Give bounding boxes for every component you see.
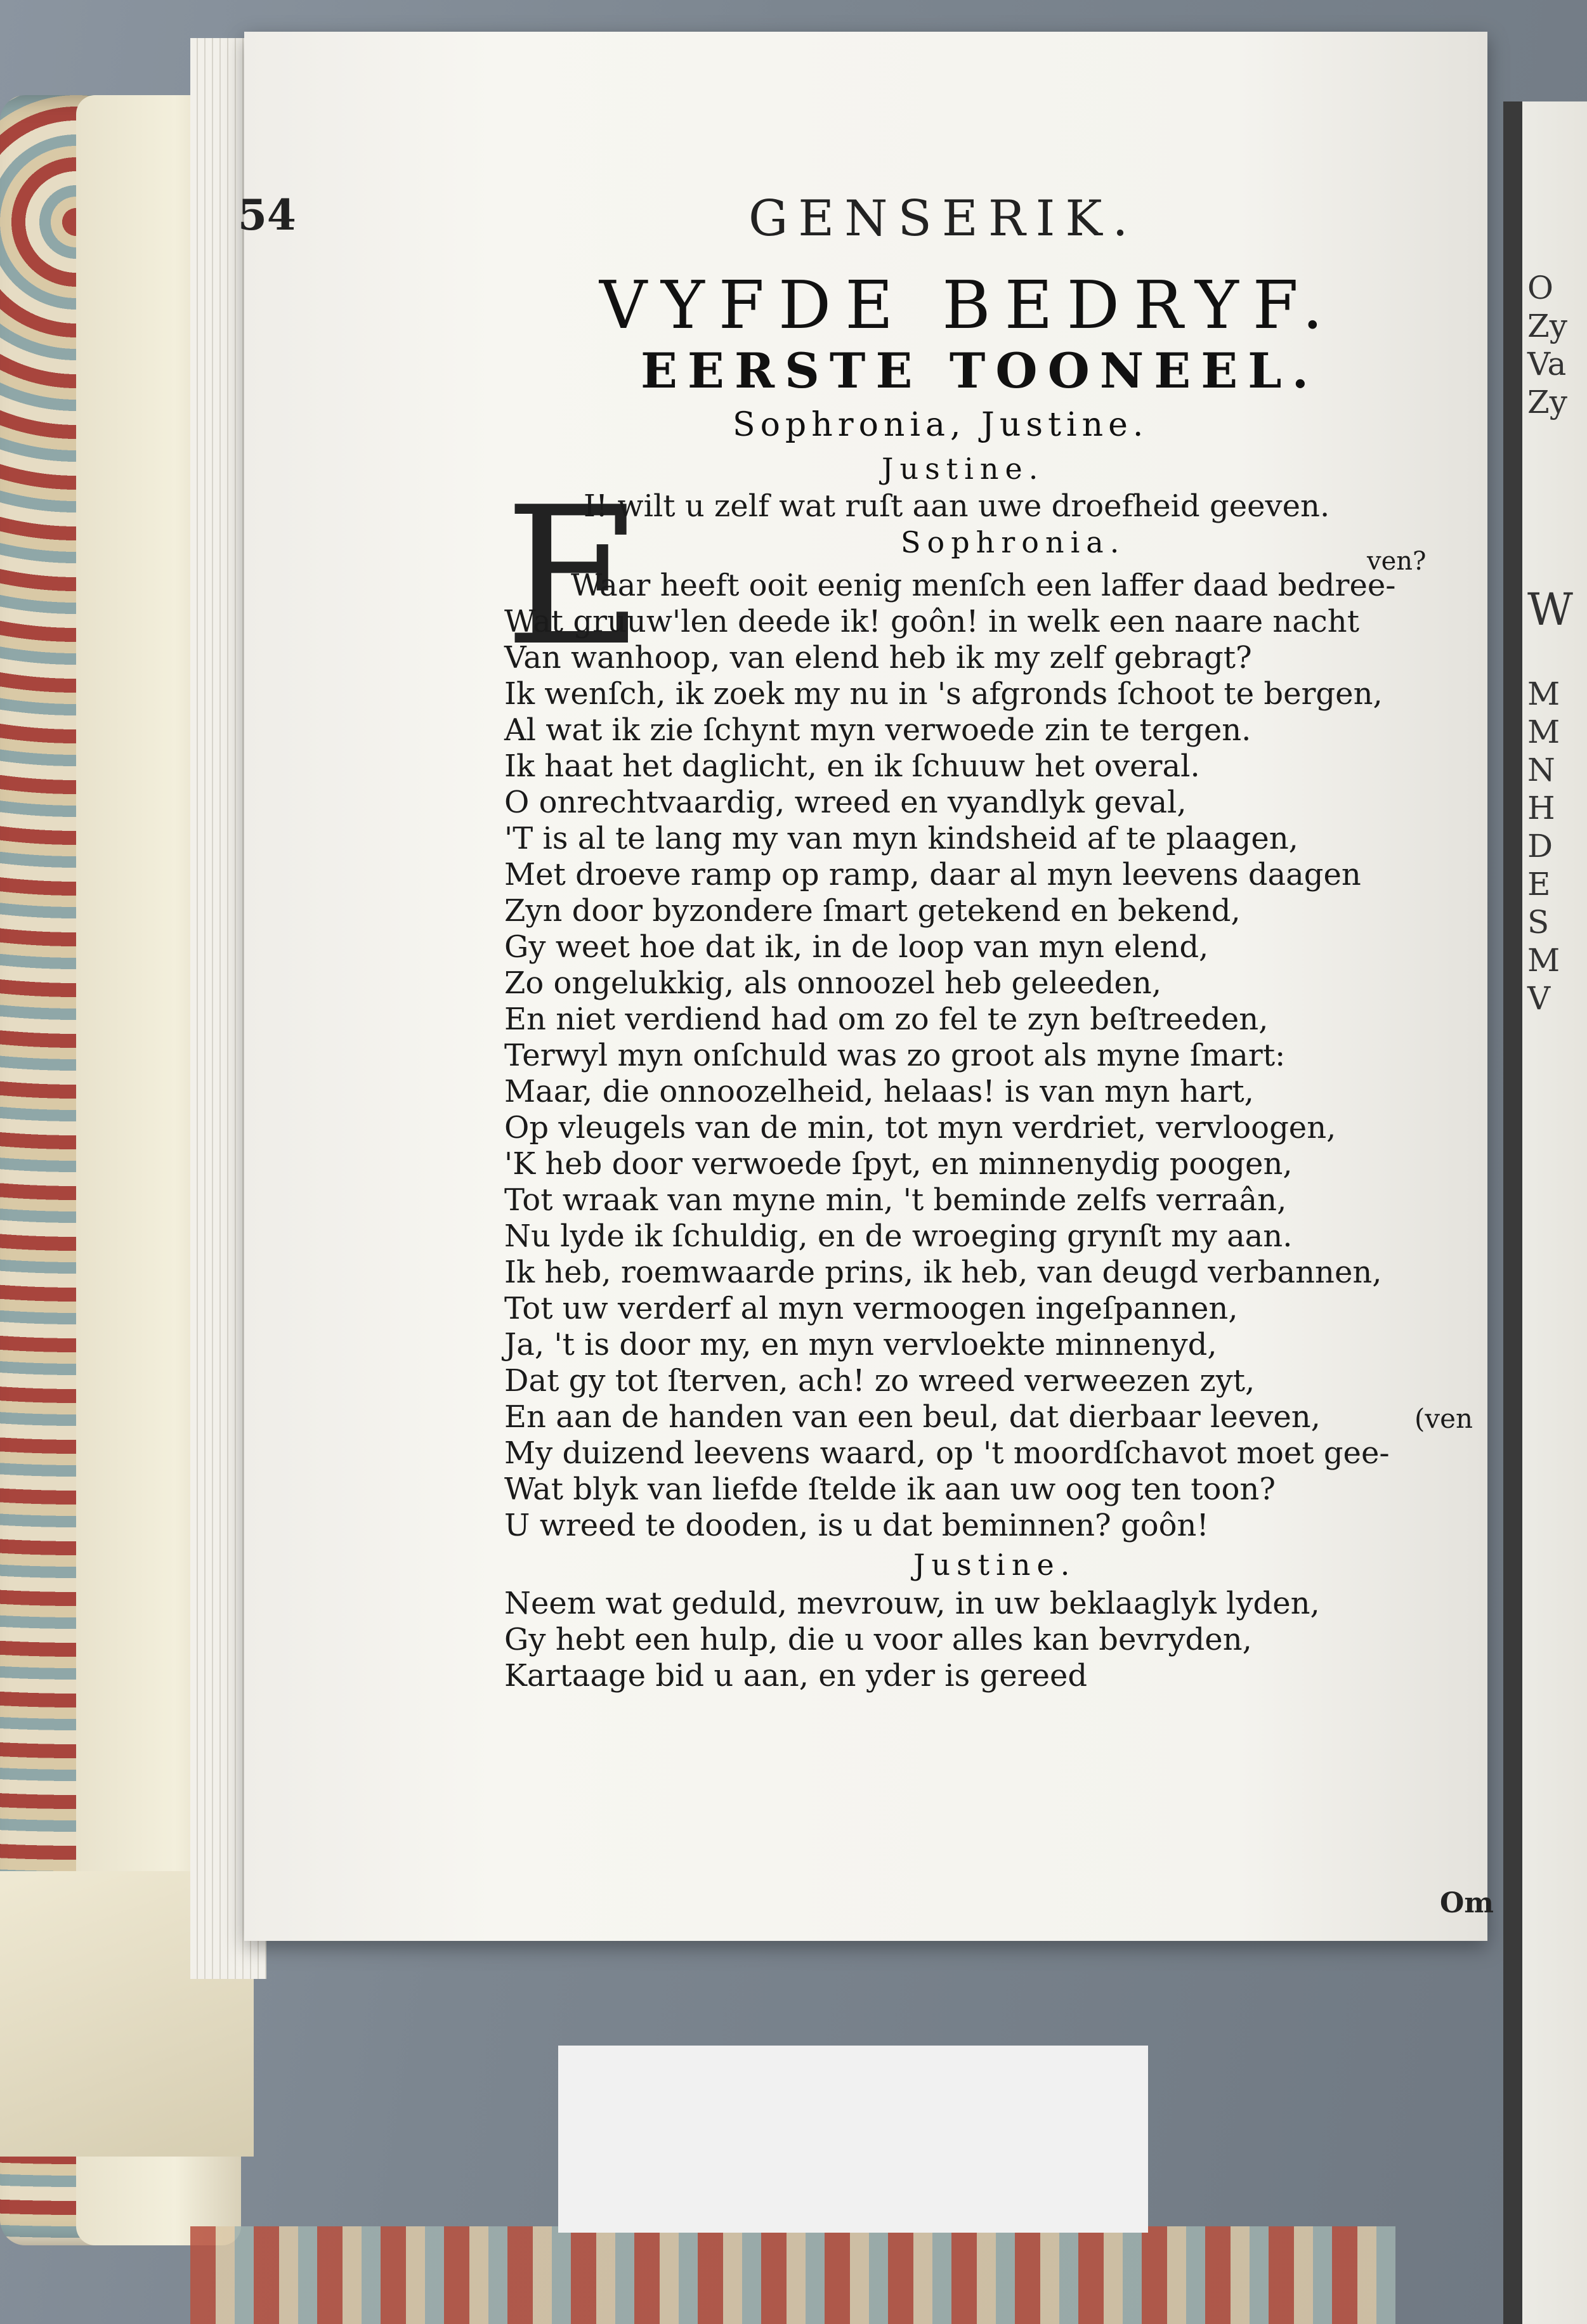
facing-glyph: O bbox=[1527, 270, 1553, 306]
verse-line: Tot uw verderf al myn vermoogen ingeſpannen, bbox=[504, 1291, 1238, 1326]
verse-line: Zyn door byzondere ſmart getekend en bekend, bbox=[504, 893, 1241, 929]
facing-glyph: D bbox=[1527, 828, 1553, 865]
verse-line: Op vleugels van de min, tot myn verdriet, vervloogen, bbox=[504, 1110, 1336, 1146]
verse-line: Nu lyde ik ſchuldig, en de wroeging grynſt my aan. bbox=[504, 1218, 1293, 1254]
verse-line: Ik haat het daglicht, en ik ſchuuw het overal. bbox=[504, 748, 1200, 784]
verse-line: I! wilt u zelf wat ruſt aan uwe droefheid geeven. bbox=[584, 488, 1330, 524]
facing-glyph: S bbox=[1527, 904, 1550, 941]
facing-glyph: E bbox=[1527, 866, 1551, 903]
speaker-label-justine: Justine. bbox=[913, 1548, 1076, 1582]
redaction-box bbox=[558, 2046, 1148, 2233]
verse-line: Maar, die onnoozelheid, helaas! is van myn hart, bbox=[504, 1074, 1254, 1109]
facing-glyph: Zy bbox=[1527, 308, 1567, 344]
verse-line: Van wanhoop, van elend heb ik my zelf gebragt? bbox=[504, 640, 1252, 676]
scene-title: EERSTE TOONEEL. bbox=[641, 343, 1319, 399]
page-number: 54 bbox=[238, 190, 296, 240]
verse-line: En aan de handen van een beul, dat dierbaar leeven, bbox=[504, 1399, 1321, 1435]
facing-glyph: V bbox=[1527, 980, 1551, 1017]
facing-glyph: M bbox=[1527, 942, 1560, 979]
drop-cap: E bbox=[504, 466, 643, 688]
verse-line: Ik heb, roemwaarde prins, ik heb, van deugd verbannen, bbox=[504, 1255, 1382, 1290]
verse-line: Gy hebt een hulp, die u voor alles kan bevryden, bbox=[504, 1622, 1252, 1657]
verse-line: 'T is al te lang my van myn kindsheid af te plaagen, bbox=[504, 821, 1298, 856]
facing-glyph: N bbox=[1527, 752, 1555, 788]
verse-line: Ja, 't is door my, en myn vervloekte minnenyd, bbox=[504, 1327, 1217, 1362]
speaker-label-sophronia: Sophronia. bbox=[901, 525, 1126, 559]
verse-line: O onrechtvaardig, wreed en vyandlyk geval, bbox=[504, 785, 1187, 820]
facing-page-edge bbox=[1503, 101, 1587, 2324]
verse-line: My duizend leevens waard, op 't moordſchavot moet gee- bbox=[504, 1435, 1390, 1471]
facing-glyph: Zy bbox=[1527, 384, 1567, 421]
verse-line: Gy weet hoe dat ik, in de loop van myn elend, bbox=[504, 929, 1209, 965]
facing-glyph: H bbox=[1527, 790, 1555, 826]
verse-line: Dat gy tot ſterven, ach! zo wreed verweezen zyt, bbox=[504, 1363, 1255, 1399]
catchword: Om bbox=[1440, 1887, 1494, 1919]
running-head: GENSERIK. bbox=[748, 190, 1139, 247]
verse-line: Waar heeft ooit eenig menſch een laffer daad bedree- bbox=[571, 568, 1396, 603]
verse-line: Al wat ik zie ſchynt myn verwoede zin te tergen. bbox=[504, 712, 1251, 748]
verse-line: 'K heb door verwoede ſpyt, en minnenydig poogen, bbox=[504, 1146, 1293, 1182]
speakers-line: Sophronia, Justine. bbox=[733, 406, 1149, 444]
facing-glyph: W bbox=[1527, 584, 1573, 636]
facing-glyph: M bbox=[1527, 676, 1560, 712]
verse-line: Terwyl myn onſchuld was zo groot als myne ſmart: bbox=[504, 1038, 1286, 1073]
verse-line: Wat gruuw'len deede ik! goôn! in welk een naare nacht bbox=[504, 604, 1360, 639]
verse-line: Ik wenſch, ik zoek my nu in 's afgronds ſchoot te bergen, bbox=[504, 676, 1383, 712]
verse-line: Zo ongelukkig, als onnoozel heb geleeden, bbox=[504, 965, 1162, 1001]
verse-line: Neem wat geduld, mevrouw, in uw beklaaglyk lyden, bbox=[504, 1586, 1320, 1621]
verse-overflow: ven? bbox=[1367, 547, 1427, 576]
verse-line: Wat blyk van liefde ſtelde ik aan uw oog ten toon? bbox=[504, 1472, 1276, 1507]
verse-overflow: (ven bbox=[1414, 1403, 1473, 1434]
verse-line: Tot wraak van myne min, 't beminde zelfs verraân, bbox=[504, 1182, 1287, 1218]
facing-glyph: M bbox=[1527, 714, 1560, 750]
verse-line: Met droeve ramp op ramp, daar al myn leevens daagen bbox=[504, 857, 1361, 892]
verse-line: En niet verdiend had om zo fel te zyn beſtreeden, bbox=[504, 1002, 1269, 1037]
marbled-bottom-edge bbox=[190, 2226, 1395, 2324]
speaker-label-justine: Justine. bbox=[882, 452, 1045, 486]
verse-line: Kartaage bid u aan, en yder is gereed bbox=[504, 1658, 1088, 1694]
facing-glyph: Va bbox=[1527, 346, 1567, 382]
act-title: VYFDE BEDRYF. bbox=[599, 266, 1337, 344]
verse-line: U wreed te dooden, is u dat beminnen? goôn! bbox=[504, 1508, 1209, 1543]
